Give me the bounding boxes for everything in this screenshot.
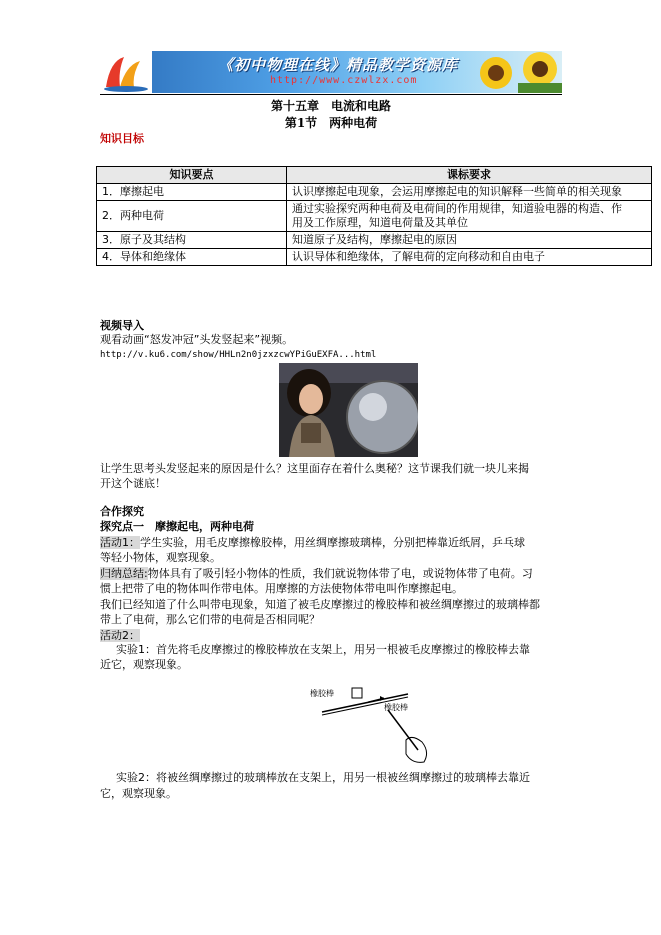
video-link[interactable]: http://v.ku6.com/show/HHLn2n0jzxzcwYPiGuEXFA...html (100, 350, 377, 360)
experiment2-line: 它，观察现象。 (100, 787, 177, 800)
video-intro: 观看动画“怒发冲冠”头发竖起来”视频。 (100, 333, 294, 346)
table-row (97, 201, 652, 232)
activity1-text: 学生实验，用毛皮摩擦橡胶棒，用丝绸摩擦玻璃棒，分别把棒靠近纸屑，乒乓球 (140, 536, 525, 549)
section-title: 第1节 两种电荷 (284, 116, 378, 130)
summary-tag: 归纳总结: (100, 567, 148, 580)
summary-text: 物体具有了吸引轻小物体的性质，我们就说物体带了电，或说物体带了电荷。习 (147, 567, 533, 580)
sunflower-icon (518, 51, 562, 93)
banner-title: 《初中物理在线》精品教学资源库 (218, 56, 459, 74)
banner-url[interactable]: http://www.czwlzx.com (270, 75, 418, 86)
requirement-cell (287, 201, 652, 232)
requirement-cell: 知道原子及结构，摩擦起电的原因 (287, 232, 652, 249)
header-requirement: 课标要求 (287, 167, 652, 184)
sunflower-icon (472, 51, 520, 93)
table-row (97, 232, 652, 249)
table-row (97, 184, 652, 201)
requirement-line: 通过实验探究两种电荷及电荷间的作用规律，知道验电器的构造、作 (292, 202, 622, 215)
requirement-cell: 认识摩擦起电现象，会运用摩擦起电的知识解释一些简单的相关现象 (287, 184, 652, 201)
question-line: 开这个谜底！ (100, 477, 166, 490)
student-photo (279, 363, 418, 457)
point-cell: 1．摩擦起电 (97, 184, 287, 201)
table-row (97, 249, 652, 266)
experiment1-line: 近它，观察现象。 (100, 658, 188, 671)
goals-table (96, 166, 652, 266)
question-line: 带上了电荷，那么它们带的电荷是否相同呢？ (100, 613, 320, 626)
activity2-label: 活动2： (100, 629, 140, 642)
table-header-row (97, 167, 652, 184)
site-logo (100, 51, 152, 93)
activity1-line (100, 535, 525, 550)
summary-line: 惯上把带了电的物体叫作带电体。用摩擦的方法使物体带电叫作摩擦起电。 (100, 582, 463, 595)
experiment-figure (300, 676, 440, 766)
goals-label: 知识目标 (100, 132, 144, 145)
explore-label: 合作探究 (100, 505, 144, 518)
figure-label: 橡胶棒 (310, 689, 334, 698)
activity2-tag (100, 628, 140, 643)
figure-label: 橡胶棒 (384, 703, 408, 712)
header-point: 知识要点 (97, 167, 287, 184)
question-line: 我们已经知道了什么叫带电现象，知道了被毛皮摩擦过的橡胶棒和被丝绸摩擦过的玻璃棒都 (100, 598, 540, 611)
point-cell: 4．导体和绝缘体 (97, 249, 287, 266)
experiment2-line: 实验2：将被丝绸摩擦过的玻璃棒放在支架上，用另一根被丝绸摩擦过的玻璃棒去靠近 (116, 771, 530, 784)
requirement-cell: 认识导体和绝缘体，了解电荷的定向移动和自由电子 (287, 249, 652, 266)
requirement-line: 用及工作原理，知道电荷量及其单位 (292, 216, 468, 229)
explore-point-title: 探究点一 摩擦起电，两种电荷 (100, 520, 254, 533)
header-rule (100, 94, 562, 95)
experiment1-line: 实验1：首先将毛皮摩擦过的橡胶棒放在支架上，用另一根被毛皮摩擦过的橡胶棒去靠 (116, 643, 530, 656)
summary-line (100, 566, 533, 581)
point-cell: 3．原子及其结构 (97, 232, 287, 249)
activity1-tag: 活动1： (100, 536, 140, 549)
question-line: 让学生思考头发竖起来的原因是什么？这里面存在着什么奥秘？这节课我们就一块儿来揭 (100, 462, 529, 475)
activity1-line: 等轻小物体，观察现象。 (100, 551, 221, 564)
header-banner (100, 51, 562, 93)
chapter-title: 第十五章 电流和电路 (270, 99, 391, 113)
video-label: 视频导入 (100, 319, 144, 332)
point-cell: 2．两种电荷 (97, 201, 287, 232)
